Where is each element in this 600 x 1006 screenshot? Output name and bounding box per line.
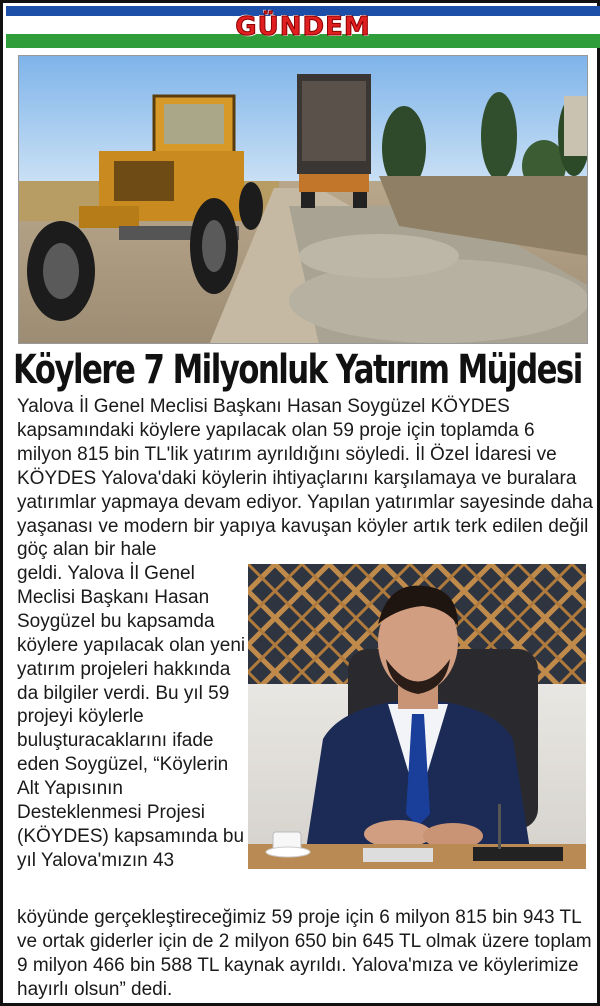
article-paragraph-top: Yalova İl Genel Meclisi Başkanı Hasan Soygüzel KÖYDES kapsamındaki köylere yapılacak olan 59 proje için toplamda 6 milyon 815 bin TL'lik yatırım ayrıldığını söyledi. İl Özel İdaresi ve KÖYDES Yalova'daki köylerin ihtiyaçlarını karşılamaya ve buralara yatırımlar yapmaya devam ediyor. Yapılan yatırımlar sayesinde daha yaşanası ve modern bir yapıya kavuşan köyler artık terk edilen değil göç alan bir hale (17, 396, 593, 561)
official-portrait-photo (248, 564, 586, 869)
headline: Köylere 7 Milyonluk Yatırım Müjdesi (13, 347, 582, 393)
road-construction-photo (18, 55, 588, 344)
article-paragraph-bottom: köyünde gerçekleştireceğimiz 59 proje için 6 milyon 815 bin 943 TL ve ortak giderler için de 2 milyon 650 bin 645 TL olmak üzere toplam 9 milyon 466 bin 588 TL kaynak ayrıldı. Yalova'mıza ve köylerimize hayırlı olsun” dedi. (17, 907, 592, 1000)
article-paragraph-left: geldi. Yalova İl Genel Meclisi Başkanı Hasan Soygüzel bu kapsamda köylere yapılacak olan yeni yatırım projeleri hakkında da bilgiler verdi. Bu yıl 59 projeyi köylerle buluşturacaklarını ifade eden Soygüzel, “Köylerin Alt Yapısının Desteklenmesi Projesi (KÖYDES) kapsamında bu yıl Yalova'mızın 43 (17, 563, 246, 871)
section-title: GÜNDEM (235, 12, 371, 42)
section-banner (6, 6, 600, 48)
